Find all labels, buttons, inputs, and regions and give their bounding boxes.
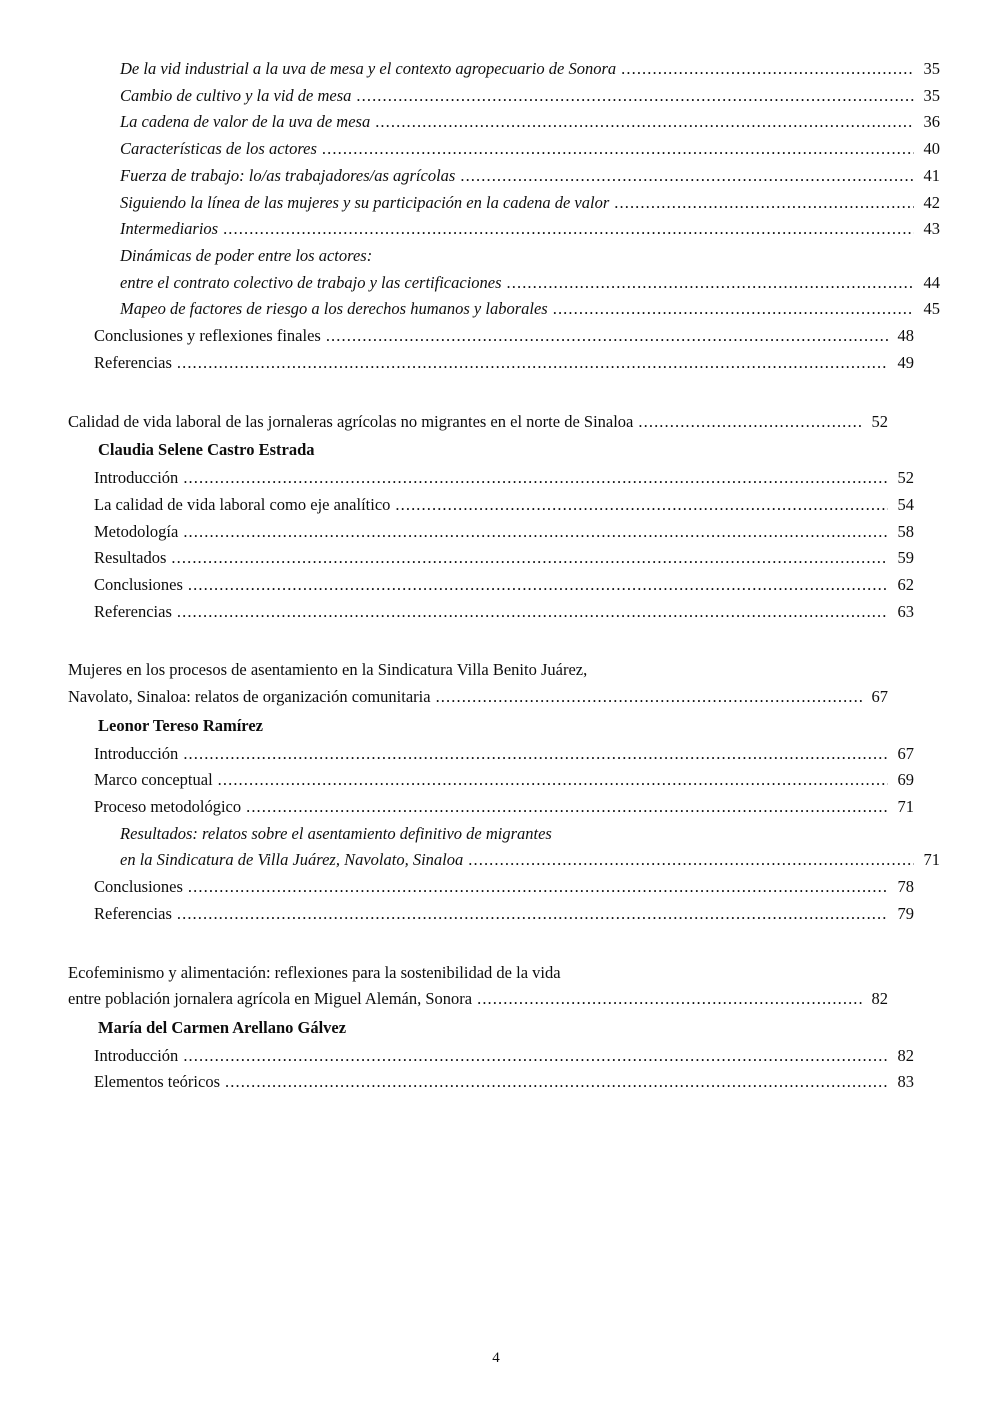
dot-leader	[322, 141, 914, 158]
toc-entry[interactable]	[68, 794, 914, 821]
toc-entry-page: 71	[897, 796, 914, 816]
dot-leader	[460, 168, 914, 185]
toc-entry[interactable]	[68, 1069, 914, 1096]
toc-chapter-title-label: entre población jornalera agrícola en Miguel Alemán, Sonora	[68, 989, 473, 1009]
toc-entry-label-line2: entre el contrato colectivo de trabajo y las certificaciones	[120, 272, 502, 292]
toc-entry[interactable]	[68, 109, 940, 136]
toc-entry[interactable]	[68, 492, 914, 519]
dot-leader	[468, 852, 914, 869]
toc-entry[interactable]	[68, 545, 914, 572]
toc-chapter-page: 82	[871, 989, 888, 1009]
toc-entry[interactable]	[68, 216, 940, 243]
toc-entry[interactable]	[68, 519, 914, 546]
toc-chapter-page: 52	[871, 411, 888, 431]
dot-leader	[356, 88, 914, 105]
toc-entry[interactable]	[68, 350, 914, 377]
section-spacer	[68, 928, 888, 960]
toc-chapter-author: Leonor Tereso Ramírez	[98, 715, 263, 735]
toc-entry-label-line1: Resultados: relatos sobre el asentamiento definitivo de migrantes	[120, 823, 552, 843]
dot-leader	[246, 799, 888, 816]
toc-entry-label: Referencias	[94, 601, 172, 621]
toc-entry-label: Mapeo de factores de riesgo a los derechos humanos y laborales	[120, 299, 548, 319]
toc-entry-page: 49	[897, 352, 914, 372]
toc-entry-label: Fuerza de trabajo: lo/as trabajadores/as agrícolas	[120, 165, 456, 185]
toc-entry-label: Características de los actores	[120, 139, 317, 159]
toc-entry-page: 83	[897, 1072, 914, 1092]
toc-entry-page: 82	[897, 1045, 914, 1065]
section-spacer	[68, 625, 888, 657]
toc-entry[interactable]	[68, 741, 914, 768]
toc-entry-page: 62	[897, 574, 914, 594]
toc-entry-page: 43	[923, 219, 940, 239]
toc-entry-label-line1: Dinámicas de poder entre los actores:	[120, 246, 373, 266]
toc-entry-label: Cambio de cultivo y la vid de mesa	[120, 85, 352, 105]
toc-entry[interactable]	[68, 83, 940, 110]
toc-entry-page: 35	[923, 59, 940, 78]
toc-entry[interactable]	[68, 190, 940, 217]
dot-leader	[177, 604, 888, 621]
dot-leader	[188, 879, 888, 896]
toc-entry-page: 48	[897, 326, 914, 346]
dot-leader	[553, 301, 914, 318]
toc-entry-page: 35	[923, 85, 940, 105]
toc-entry[interactable]	[68, 296, 940, 323]
toc-chapter-author: María del Carmen Arellano Gálvez	[98, 1018, 347, 1037]
dot-leader	[183, 746, 888, 763]
toc-entry-page: 59	[897, 548, 914, 568]
toc-section-chapter-2	[68, 409, 914, 626]
dot-leader	[177, 355, 888, 372]
toc-entry-label: Introducción	[94, 1045, 179, 1065]
toc-entry-label: La calidad de vida laboral como eje analítico	[94, 494, 391, 514]
dot-leader	[614, 195, 914, 212]
toc-section-chapter-3	[68, 657, 940, 927]
toc-entry-label: Intermediarios	[120, 219, 219, 239]
toc-entry-label: Proceso metodológico	[94, 796, 242, 816]
toc-entry-label: Marco conceptual	[94, 770, 213, 790]
toc-entry-page: 41	[923, 165, 940, 185]
toc-entry[interactable]	[68, 136, 940, 163]
dot-leader	[183, 1048, 888, 1065]
toc-entry-label: Resultados	[94, 548, 167, 568]
dot-leader	[177, 906, 888, 923]
table-of-contents	[68, 56, 940, 1096]
dot-leader	[621, 61, 914, 78]
toc-entry-page: 69	[897, 770, 914, 790]
toc-entry-page: 52	[897, 468, 914, 488]
dot-leader	[395, 497, 888, 514]
toc-entry[interactable]	[68, 572, 914, 599]
toc-entry-multiline[interactable]	[68, 821, 940, 874]
toc-entry[interactable]	[68, 901, 914, 928]
toc-entry-label: Elementos teóricos	[94, 1072, 221, 1092]
toc-entry-label: De la vid industrial a la uva de mesa y el contexto agropecuario de Sonora	[120, 59, 617, 78]
dot-leader	[218, 772, 888, 789]
toc-entry[interactable]	[68, 323, 914, 350]
toc-section-continued	[68, 56, 940, 377]
dot-leader	[477, 991, 862, 1008]
dot-leader	[326, 328, 888, 345]
toc-entry-page: 79	[897, 903, 914, 923]
toc-chapter-title[interactable]	[68, 409, 888, 436]
toc-chapter-author: Claudia Selene Castro Estrada	[98, 440, 315, 460]
toc-entry-label: Conclusiones	[94, 877, 183, 897]
dot-leader	[183, 524, 888, 541]
toc-entry-page: 36	[923, 112, 940, 132]
toc-entry-label: Referencias	[94, 903, 172, 923]
toc-entry-page: 44	[923, 272, 940, 292]
toc-entry-label: Conclusiones y reflexiones finales	[94, 326, 321, 346]
toc-entry-page: 67	[897, 743, 914, 763]
toc-entry-page: 58	[897, 521, 914, 541]
toc-entry-page: 71	[923, 850, 940, 870]
toc-chapter-title-line2[interactable]	[68, 684, 888, 711]
dot-leader	[436, 689, 862, 706]
toc-entry[interactable]	[68, 163, 940, 190]
toc-entry-line2	[68, 270, 940, 297]
toc-chapter-title-line1: Ecofeminismo y alimentación: reflexiones para la sostenibilidad de la vida	[68, 962, 561, 982]
toc-section-chapter-4	[68, 960, 914, 1097]
dot-leader	[183, 470, 888, 487]
toc-entry-page: 42	[923, 192, 940, 212]
toc-chapter-title-line1: Mujeres en los procesos de asentamiento en la Sindicatura Villa Benito Juárez,	[68, 660, 588, 680]
toc-entry-page: 54	[897, 494, 914, 514]
toc-chapter-title-label: Calidad de vida laboral de las jornaleras agrícolas no migrantes en el norte de Sinaloa	[68, 411, 634, 431]
toc-entry[interactable]	[68, 56, 940, 83]
dot-leader	[225, 1074, 888, 1091]
toc-entry[interactable]	[68, 767, 914, 794]
toc-entry-label: Metodología	[94, 521, 179, 541]
toc-entry-label: La cadena de valor de la uva de mesa	[120, 112, 371, 132]
toc-entry[interactable]	[68, 1043, 914, 1070]
page-folio: 4	[492, 1350, 500, 1366]
toc-entry-page: 40	[923, 139, 940, 159]
toc-chapter-page: 67	[871, 687, 888, 707]
toc-entry-label-line2: en la Sindicatura de Villa Juárez, Navolato, Sinaloa	[120, 850, 464, 870]
toc-chapter-title-label: Navolato, Sinaloa: relatos de organización comunitaria	[68, 687, 431, 707]
toc-entry[interactable]	[68, 599, 914, 626]
toc-entry[interactable]	[68, 874, 914, 901]
toc-entry-multiline[interactable]	[68, 243, 940, 296]
toc-entry[interactable]	[68, 465, 914, 492]
toc-entry-page: 45	[923, 299, 940, 319]
toc-entry-label: Conclusiones	[94, 574, 183, 594]
dot-leader	[638, 414, 862, 431]
toc-chapter-title-line2[interactable]	[68, 986, 888, 1013]
section-spacer	[68, 377, 888, 409]
dot-leader	[188, 577, 888, 594]
dot-leader	[223, 221, 914, 238]
toc-entry-label: Introducción	[94, 743, 179, 763]
dot-leader	[507, 275, 914, 292]
toc-entry-page: 78	[897, 877, 914, 897]
dot-leader	[375, 114, 914, 131]
toc-entry-line2	[68, 847, 940, 874]
dot-leader	[171, 550, 888, 567]
toc-entry-label: Introducción	[94, 468, 179, 488]
toc-entry-label: Referencias	[94, 352, 172, 372]
toc-entry-label: Siguiendo la línea de las mujeres y su participación en la cadena de valor	[120, 192, 610, 212]
toc-entry-page: 63	[897, 601, 914, 621]
